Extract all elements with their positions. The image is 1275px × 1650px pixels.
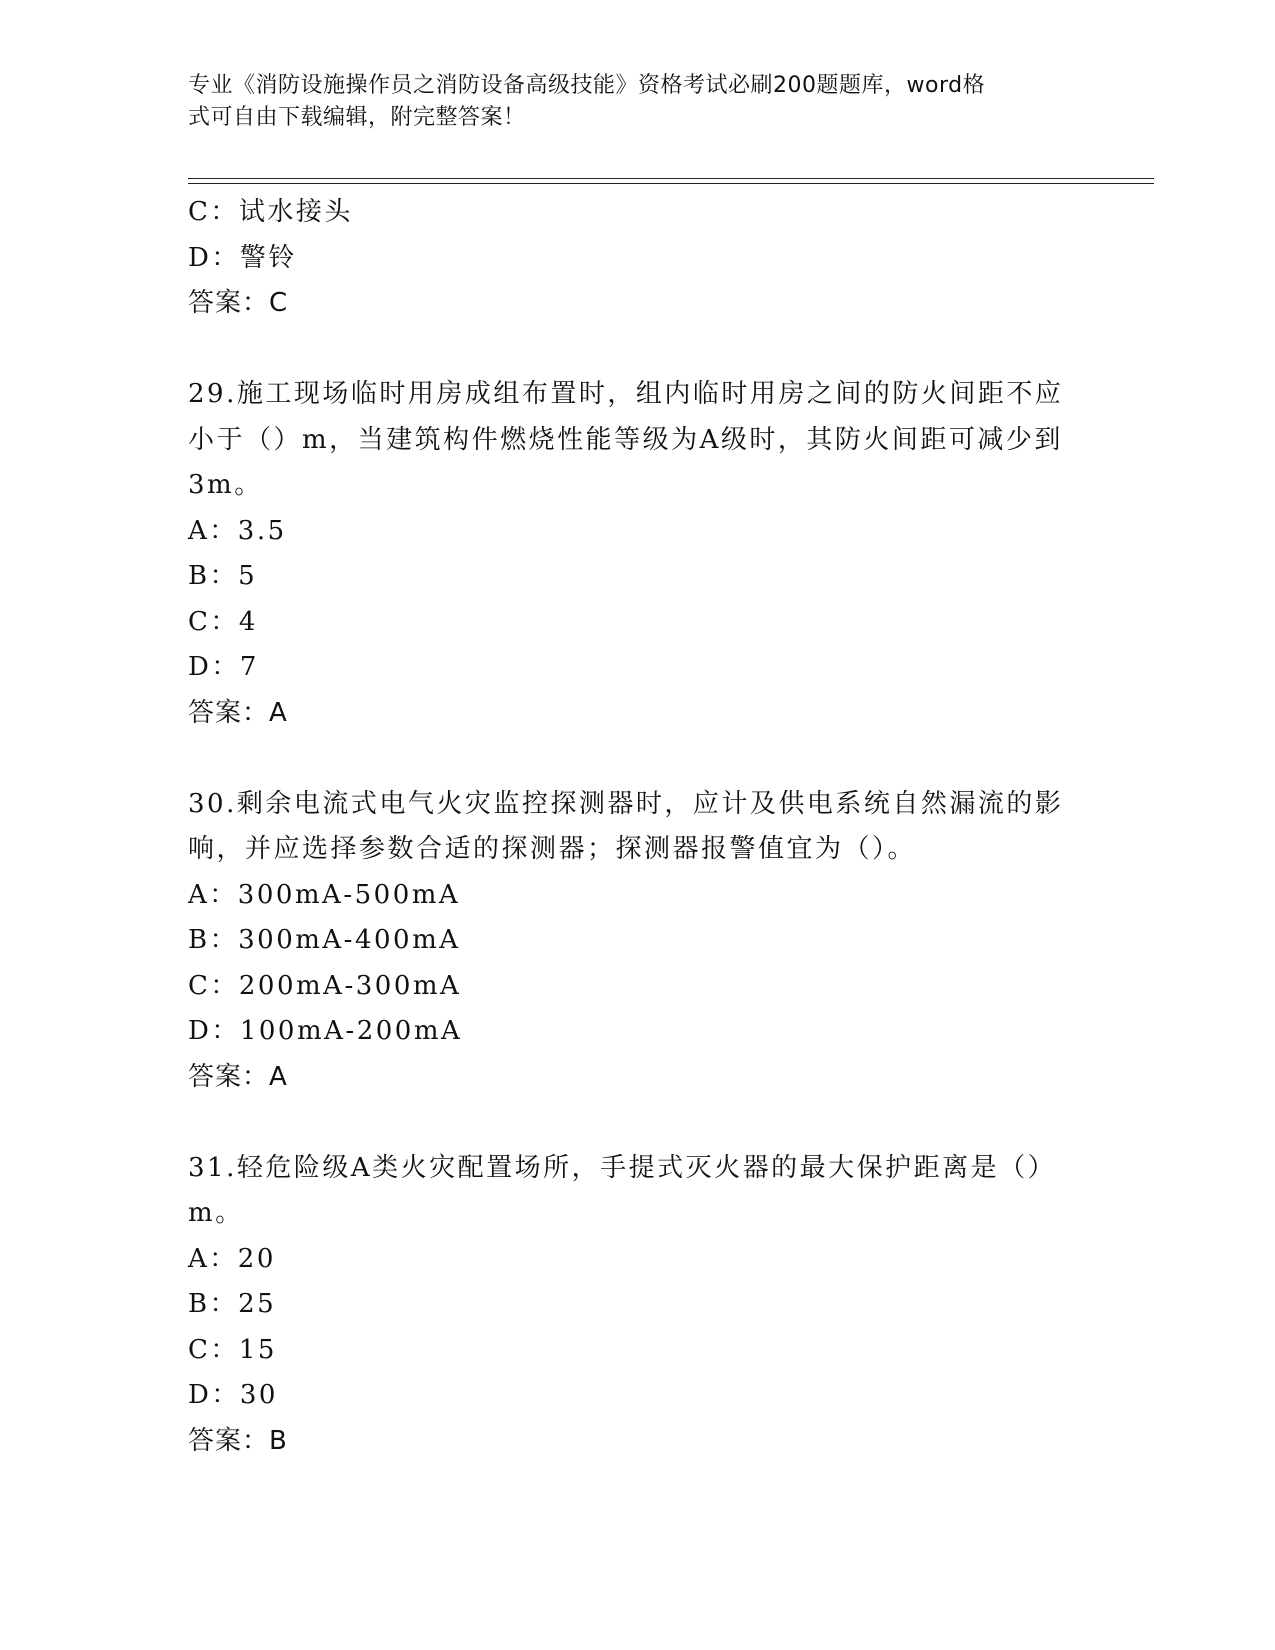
question-30	[188, 782, 1088, 1101]
header-divider	[188, 178, 1154, 179]
header-line: 式可自由下载编辑，附完整答案！	[188, 105, 526, 130]
question-text: 29.施工现场临时用房成组布置时，组内临时用房之间的防火间距不应	[188, 379, 1064, 409]
spacer	[188, 327, 1088, 373]
option-d: D：警铃	[188, 242, 297, 273]
question-28-tail	[188, 190, 1088, 327]
option-c: C：试水接头	[188, 197, 353, 227]
question-text: 31.轻危险级A类火灾配置场所，手提式灭火器的最大保护距离是（）	[188, 1152, 1057, 1183]
answer-line: 答案：B	[188, 1425, 288, 1456]
question-29	[188, 372, 1088, 736]
option-b: B：300mA-400mA	[188, 925, 461, 955]
option-a: A：20	[188, 1243, 276, 1274]
question-text: m。	[188, 1198, 244, 1228]
option-a: A：3.5	[188, 515, 287, 546]
option-c: C：15	[188, 1334, 277, 1365]
option-c: C：4	[188, 606, 258, 637]
header-divider	[188, 183, 1154, 184]
page-header	[188, 70, 1088, 134]
answer-line: 答案：A	[188, 697, 288, 728]
spacer	[188, 1100, 1088, 1146]
option-c: C：200mA-300mA	[188, 970, 462, 1001]
question-text: 3m。	[188, 470, 263, 500]
option-d: D：7	[188, 652, 259, 682]
option-b: B：25	[188, 1289, 277, 1319]
option-d: D：100mA-200mA	[188, 1016, 463, 1046]
question-list	[188, 190, 1088, 1464]
option-a: A：300mA-500mA	[188, 879, 461, 910]
header-line: 专业《消防设施操作员之消防设备高级技能》资格考试必刷200题题库，word格	[188, 73, 986, 98]
question-text: 30.剩余电流式电气火灾监控探测器时，应计及供电系统自然漏流的影	[188, 788, 1064, 819]
spacer	[188, 736, 1088, 782]
question-text: 小于（）m，当建筑构件燃烧性能等级为A级时，其防火间距可减少到	[188, 424, 1063, 455]
option-b: B：5	[188, 561, 258, 591]
answer-line: 答案：C	[188, 288, 289, 318]
answer-line: 答案：A	[188, 1061, 288, 1092]
option-d: D：30	[188, 1380, 278, 1410]
question-31	[188, 1146, 1088, 1465]
question-text: 响，并应选择参数合适的探测器；探测器报警值宜为（）。	[188, 834, 917, 864]
